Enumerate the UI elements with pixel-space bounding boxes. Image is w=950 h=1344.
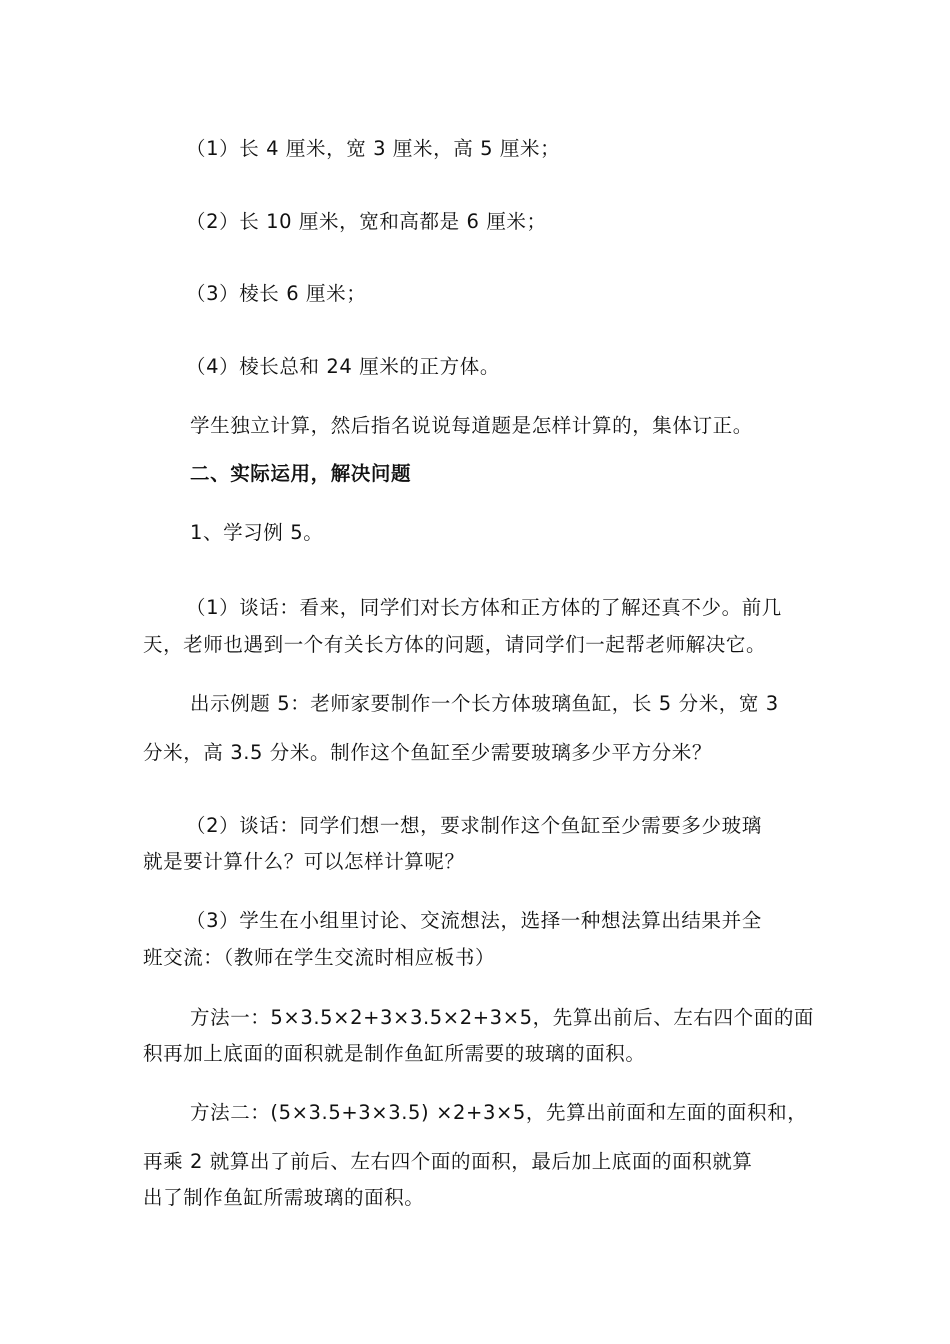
example-5-line-2: 分米，高 3.5 分米。制作这个鱼缸至少需要玻璃多少平方分米？ bbox=[143, 741, 713, 764]
paragraph-student-calc: 学生独立计算，然后指名说说每道题是怎样计算的，集体订正。 bbox=[190, 414, 753, 437]
paragraph-group-line-1: （3）学生在小组里讨论、交流想法，选择一种想法算出结果并全 bbox=[186, 909, 762, 932]
subsection-heading: 1、学习例 5。 bbox=[190, 521, 324, 544]
paragraph-group-line-2: 班交流：（教师在学生交流时相应板书） bbox=[143, 946, 496, 969]
method-2-line-2: 再乘 2 就算出了前后、左右四个面的面积，最后加上底面的面积就算 bbox=[143, 1150, 753, 1173]
exercise-item-4: （4）棱长总和 24 厘米的正方体。 bbox=[186, 355, 500, 378]
paragraph-talk-1-line-1: （1）谈话：看来，同学们对长方体和正方体的了解还真不少。前几 bbox=[186, 596, 782, 619]
exercise-item-3: （3）棱长 6 厘米； bbox=[186, 282, 367, 305]
paragraph-talk-2-line-2: 就是要计算什么？可以怎样计算呢？ bbox=[143, 850, 465, 873]
example-5-line-1: 出示例题 5：老师家要制作一个长方体玻璃鱼缸，长 5 分米，宽 3 bbox=[190, 692, 779, 715]
method-1-line-1: 方法一：5×3.5×2+3×3.5×2+3×5，先算出前后、左右四个面的面 bbox=[190, 1006, 815, 1029]
section-heading: 二、实际运用，解决问题 bbox=[190, 462, 412, 485]
exercise-item-1: （1）长 4 厘米，宽 3 厘米，高 5 厘米； bbox=[186, 137, 561, 160]
exercise-item-2: （2）长 10 厘米，宽和高都是 6 厘米； bbox=[186, 210, 547, 233]
paragraph-talk-2-line-1: （2）谈话：同学们想一想，要求制作这个鱼缸至少需要多少玻璃 bbox=[186, 814, 762, 837]
method-1-line-2: 积再加上底面的面积就是制作鱼缸所需要的玻璃的面积。 bbox=[143, 1042, 646, 1065]
method-2-line-1: 方法二：(5×3.5+3×3.5) ×2+3×5，先算出前面和左面的面积和， bbox=[190, 1101, 808, 1124]
method-2-line-3: 出了制作鱼缸所需玻璃的面积。 bbox=[143, 1186, 425, 1209]
paragraph-talk-1-line-2: 天，老师也遇到一个有关长方体的问题，请同学们一起帮老师解决它。 bbox=[143, 633, 767, 656]
